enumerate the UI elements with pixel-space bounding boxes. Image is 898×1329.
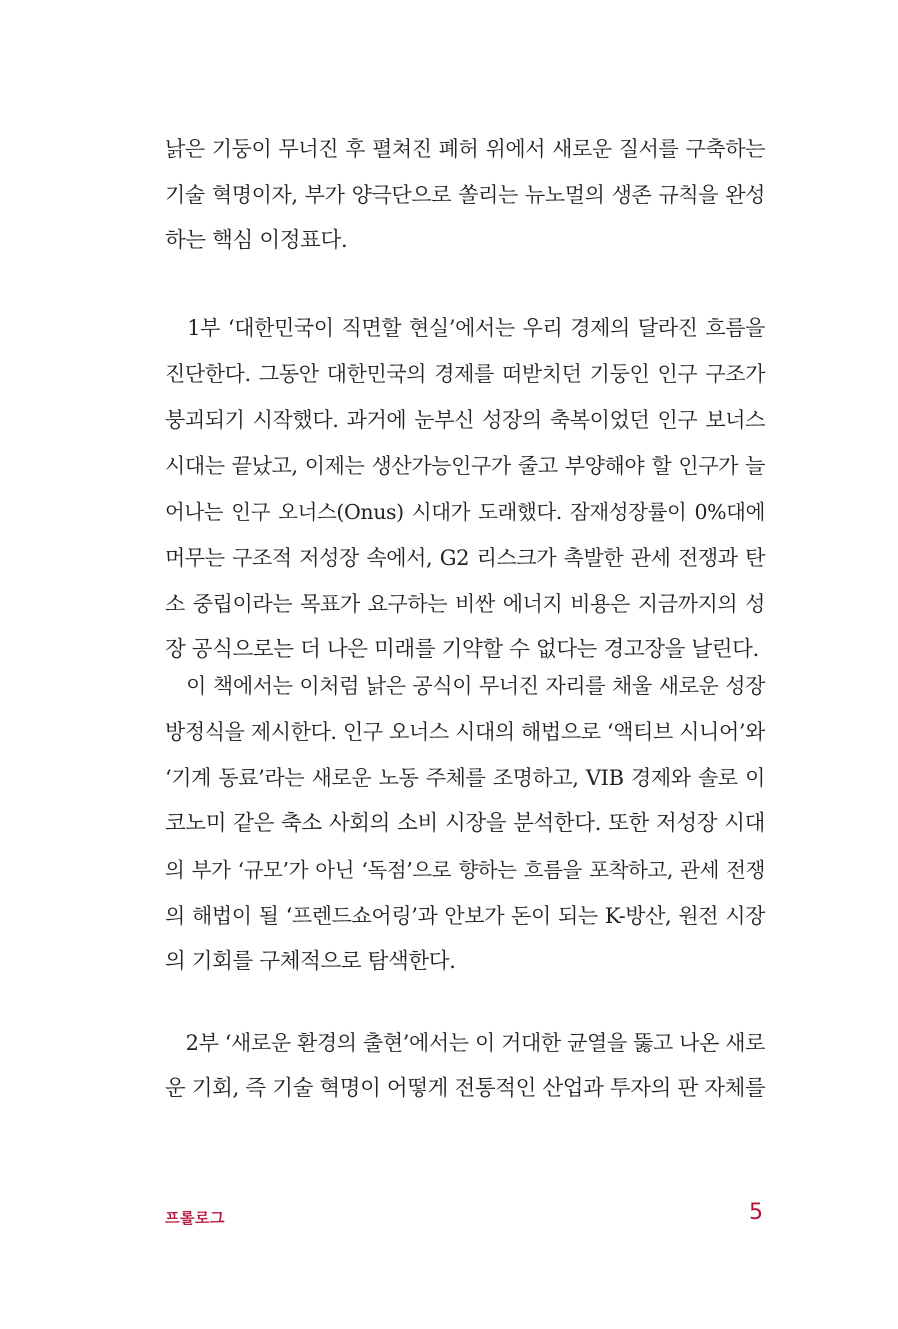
text-line: 1부 ‘대한민국이 직면할 현실’에서는 우리 경제의 달라진 흐름을 — [165, 316, 765, 340]
running-footer-section-title: 프롤로그 — [165, 1209, 225, 1227]
text-line: 장 공식으로는 더 나은 미래를 기약할 수 없다는 경고장을 날린다. — [165, 637, 759, 662]
text-line: 시대는 끝났고, 이제는 생산가능인구가 줄고 부양해야 할 인구가 늘 — [165, 454, 765, 478]
text-line: 붕괴되기 시작했다. 과거에 눈부신 성장의 축복이었던 인구 보너스 — [165, 408, 765, 432]
text-line: 이 책에서는 이처럼 낡은 공식이 무너진 자리를 채울 새로운 성장 — [165, 674, 765, 698]
paragraph-1 — [165, 126, 765, 264]
paragraph-4 — [165, 1020, 765, 1112]
text-line: 머무는 구조적 저성장 속에서, G2 리스크가 촉발한 관세 전쟁과 탄 — [165, 546, 765, 570]
text-line: ‘기계 동료’라는 새로운 노동 주체를 조명하고, VIB 경제와 솔로 이 — [165, 766, 765, 790]
text-line: 하는 핵심 이정표다. — [165, 228, 348, 253]
text-line: 코노미 같은 축소 사회의 소비 시장을 분석한다. 또한 저성장 시대 — [165, 811, 765, 836]
text-line: 의 해법이 될 ‘프렌드쇼어링’과 안보가 돈이 되는 K-방산, 원전 시장 — [165, 904, 765, 928]
text-line: 어나는 인구 오너스(Onus) 시대가 도래했다. 잠재성장률이 0%대에 — [165, 500, 765, 524]
text-line: 의 기회를 구체적으로 탐색한다. — [165, 949, 456, 974]
page-number: 5 — [749, 1200, 763, 1225]
text-line: 운 기회, 즉 기술 혁명이 어떻게 전통적인 산업과 투자의 판 자체를 — [165, 1076, 766, 1101]
text-line: 진단한다. 그동안 대한민국의 경제를 떠받치던 기둥인 인구 구조가 — [165, 362, 765, 386]
paragraph-3 — [165, 663, 765, 985]
text-line: 방정식을 제시한다. 인구 오너스 시대의 해법으로 ‘액티브 시니어’와 — [165, 720, 765, 744]
text-line: 낡은 기둥이 무너진 후 펼쳐진 폐허 위에서 새로운 질서를 구축하는 — [165, 137, 765, 161]
text-line: 소 중립이라는 목표가 요구하는 비싼 에너지 비용은 지금까지의 성 — [165, 592, 765, 616]
text-line: 기술 혁명이자, 부가 양극단으로 쏠리는 뉴노멀의 생존 규칙을 완성 — [165, 183, 765, 207]
text-line: 2부 ‘새로운 환경의 출현’에서는 이 거대한 균열을 뚫고 나온 새로 — [165, 1031, 765, 1055]
text-line: 의 부가 ‘규모’가 아닌 ‘독점’으로 향하는 흐름을 포착하고, 관세 전쟁 — [165, 858, 765, 882]
paragraph-2 — [165, 305, 765, 673]
